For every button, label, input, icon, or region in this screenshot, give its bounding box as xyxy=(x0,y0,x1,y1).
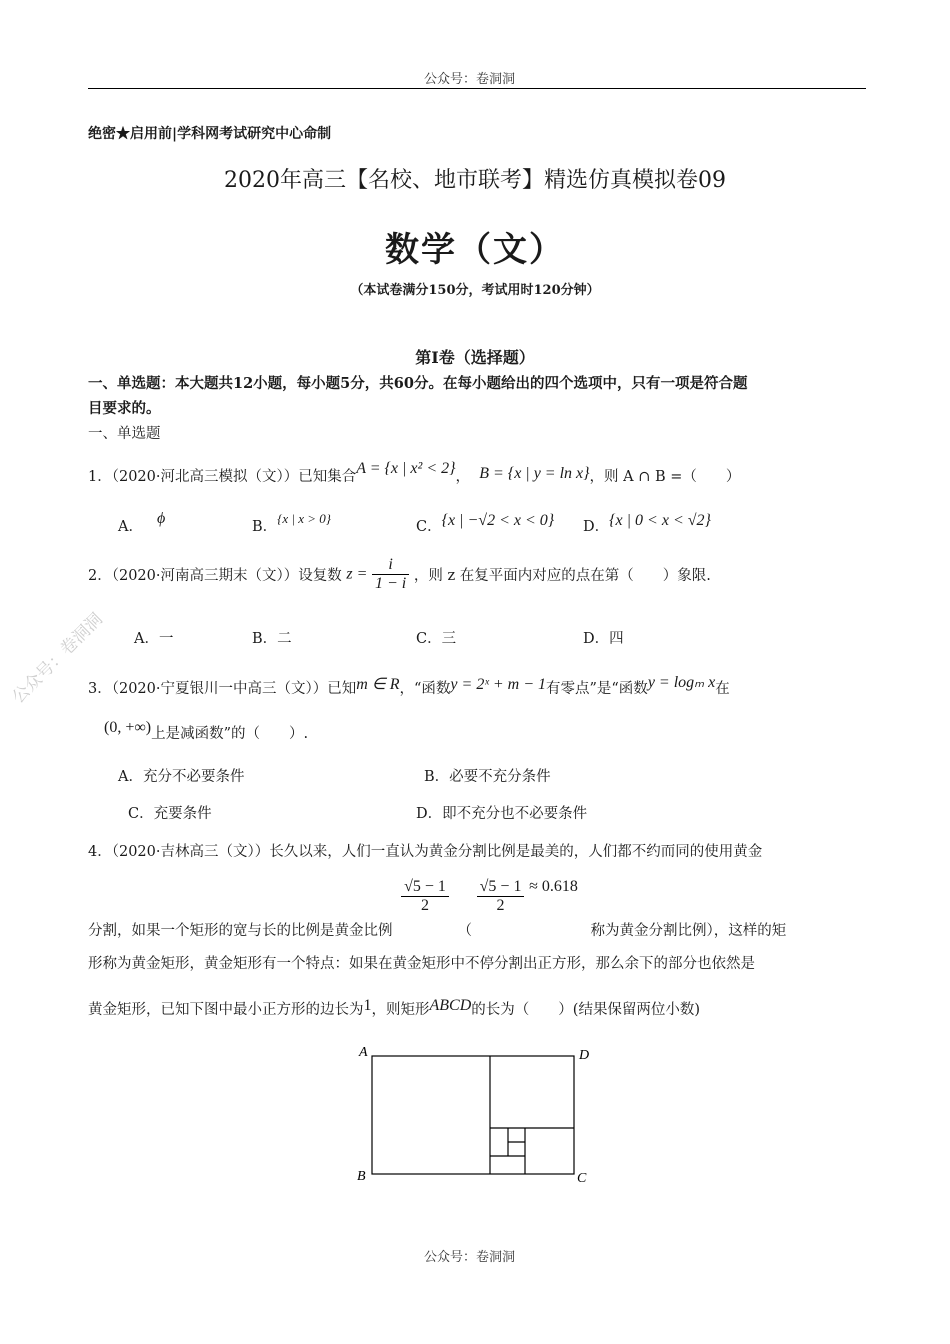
option-label: A． xyxy=(118,519,143,535)
question-2 xyxy=(88,556,711,593)
option-label: C． xyxy=(416,519,442,535)
q2-numerator: i xyxy=(372,556,409,575)
q4-line4-suffix: 的长为（ ）(结果保留两位小数) xyxy=(471,1002,701,1018)
section-label: 一、单选题 xyxy=(88,426,161,442)
q1-option-a[interactable] xyxy=(118,510,166,536)
exam-title: 2020年高三【名校、地市联考】精选仿真模拟卷09 xyxy=(224,168,726,193)
q1-set-a: A = {x | x² < 2} xyxy=(356,460,456,477)
q4-line4-prefix: 黄金矩形，已知下图中最小正方形的边长为 xyxy=(88,1002,364,1018)
label-a: A xyxy=(359,1045,368,1060)
label-d: D xyxy=(579,1048,590,1063)
q4-side: 1 xyxy=(363,997,372,1014)
q3-mid1: ，“函数 xyxy=(399,681,451,697)
subject-title: 数学（文） xyxy=(385,230,565,270)
option-label: C． xyxy=(128,806,154,822)
page-header: 公众号：卷洞洞 xyxy=(424,72,516,87)
option-value: {x | x > 0} xyxy=(277,511,331,526)
q4-approx: ≈ 0.618 xyxy=(529,877,578,895)
instructions-line-2: 目要求的。 xyxy=(88,400,161,417)
option-value: {x | −√2 < x < 0} xyxy=(441,512,555,529)
q2-option-b[interactable] xyxy=(252,627,292,648)
question-3-line-2 xyxy=(104,719,309,743)
q3-func1: y = 2ˣ + m − 1 xyxy=(450,676,546,693)
q4-frac2-den: 2 xyxy=(496,897,505,914)
q4-frac1-num: √5 − 1 xyxy=(401,878,449,897)
q4-rect-name: ABCD xyxy=(429,997,472,1014)
option-value: {x | 0 < x < √2} xyxy=(609,512,711,529)
q1-ask: ，则 A ∩ B =（ ） xyxy=(589,469,741,485)
option-label: D． xyxy=(416,806,443,822)
question-4-line-4 xyxy=(88,998,700,1019)
q3-option-b[interactable] xyxy=(424,765,551,786)
q2-denominator: 1 − i xyxy=(375,575,407,592)
header-rule xyxy=(88,88,866,89)
golden-rectangle-figure xyxy=(350,1042,600,1187)
instructions-line-1: 一、单选题：本大题共12小题，每小题5分，共60分。在每小题给出的四个选项中，只有一项是符合题 xyxy=(88,375,748,392)
option-label: B． xyxy=(252,631,278,647)
label-b: B xyxy=(357,1169,366,1184)
q4-line2-prefix: 分割，如果一个矩形的宽与长的比例是黄金比例 xyxy=(88,922,393,939)
part-title: 第Ⅰ卷（选择题） xyxy=(415,348,535,367)
q2-option-a[interactable] xyxy=(134,627,173,648)
q1-set-b: B = {x | y = ln x} xyxy=(479,465,590,482)
q2-suffix: ，则 z 在复平面内对应的点在第（ ）象限. xyxy=(413,568,711,584)
option-value: 充要条件 xyxy=(153,806,212,822)
confidential-line: 绝密★启用前|学科网考试研究中心命制 xyxy=(88,126,332,142)
q4-fraction-1 xyxy=(401,878,449,915)
q3-mid2: 有零点”是“函数 xyxy=(545,681,648,697)
option-label: B． xyxy=(252,519,278,535)
question-4-line-3: 形称为黄金矩形，黄金矩形有一个特点：如果在黄金矩形中不停分割出正方形，那么余下的部分也依然是 xyxy=(88,956,755,972)
option-value: 四 xyxy=(609,631,624,647)
exam-info: （本试卷满分150分，考试用时120分钟） xyxy=(350,283,600,298)
option-value: 二 xyxy=(277,631,292,647)
question-4-line-1: 4．（2020·吉林高三（文））长久以来，人们一直认为黄金分割比例是最美的，人们都不约而同的使用黄金 xyxy=(88,844,763,860)
q2-option-c[interactable] xyxy=(416,627,456,648)
rect-abcd xyxy=(372,1056,574,1174)
option-label: D． xyxy=(583,631,610,647)
q3-option-a[interactable] xyxy=(118,765,244,786)
q4-paren-open: （ xyxy=(457,922,473,939)
watermark: 公众号：卷洞洞 xyxy=(8,609,107,708)
option-value: ϕ xyxy=(156,510,166,527)
q1-sep: ， xyxy=(455,469,471,485)
q1-option-c[interactable] xyxy=(416,512,555,536)
option-value: 一 xyxy=(158,631,174,647)
q2-prefix: 2．（2020·河南高三期末（文））设复数 xyxy=(88,568,342,584)
q4-line2-suffix: 称为黄金分割比例），这样的矩 xyxy=(590,922,787,939)
option-value: 必要不充分条件 xyxy=(449,769,551,785)
page-footer: 公众号：卷洞洞 xyxy=(424,1250,516,1265)
question-3 xyxy=(88,674,730,698)
q1-option-b[interactable] xyxy=(252,511,331,536)
q3-mid3: 在 xyxy=(715,681,730,697)
q3-m-in-r: m ∈ R xyxy=(356,676,400,693)
question-4-line-2 xyxy=(88,877,787,939)
q2-fraction xyxy=(372,556,409,593)
option-value: 充分不必要条件 xyxy=(142,769,245,785)
label-c: C xyxy=(577,1171,587,1186)
q4-line4-mid: ，则矩形 xyxy=(371,1002,430,1018)
q4-frac1-den: 2 xyxy=(421,897,430,914)
q3-option-d[interactable] xyxy=(416,802,587,823)
q4-frac2-num: √5 − 1 xyxy=(477,878,525,897)
q3-interval: (0, +∞) xyxy=(104,719,152,736)
option-label: D． xyxy=(583,519,610,535)
q3-option-c[interactable] xyxy=(128,802,212,823)
option-label: C． xyxy=(416,631,442,647)
q1-prefix: 1．（2020·河北高三模拟（文））已知集合 xyxy=(88,469,357,485)
q2-z: z = xyxy=(346,565,368,583)
option-value: 即不充分也不必要条件 xyxy=(442,806,588,822)
option-label: B． xyxy=(424,769,450,785)
q3-func2: y = logₘ x xyxy=(647,674,716,691)
option-label: A． xyxy=(134,631,159,647)
q3-prefix: 3．（2020·宁夏银川一中高三（文））已知 xyxy=(88,681,357,697)
q2-option-d[interactable] xyxy=(583,627,624,648)
q1-option-d[interactable] xyxy=(583,512,711,536)
option-value: 三 xyxy=(441,631,457,647)
q3-line2-suffix: 上是减函数”的（ ）. xyxy=(151,726,309,742)
question-1 xyxy=(88,460,741,486)
q4-fraction-2 xyxy=(477,878,525,915)
option-label: A． xyxy=(118,769,143,785)
